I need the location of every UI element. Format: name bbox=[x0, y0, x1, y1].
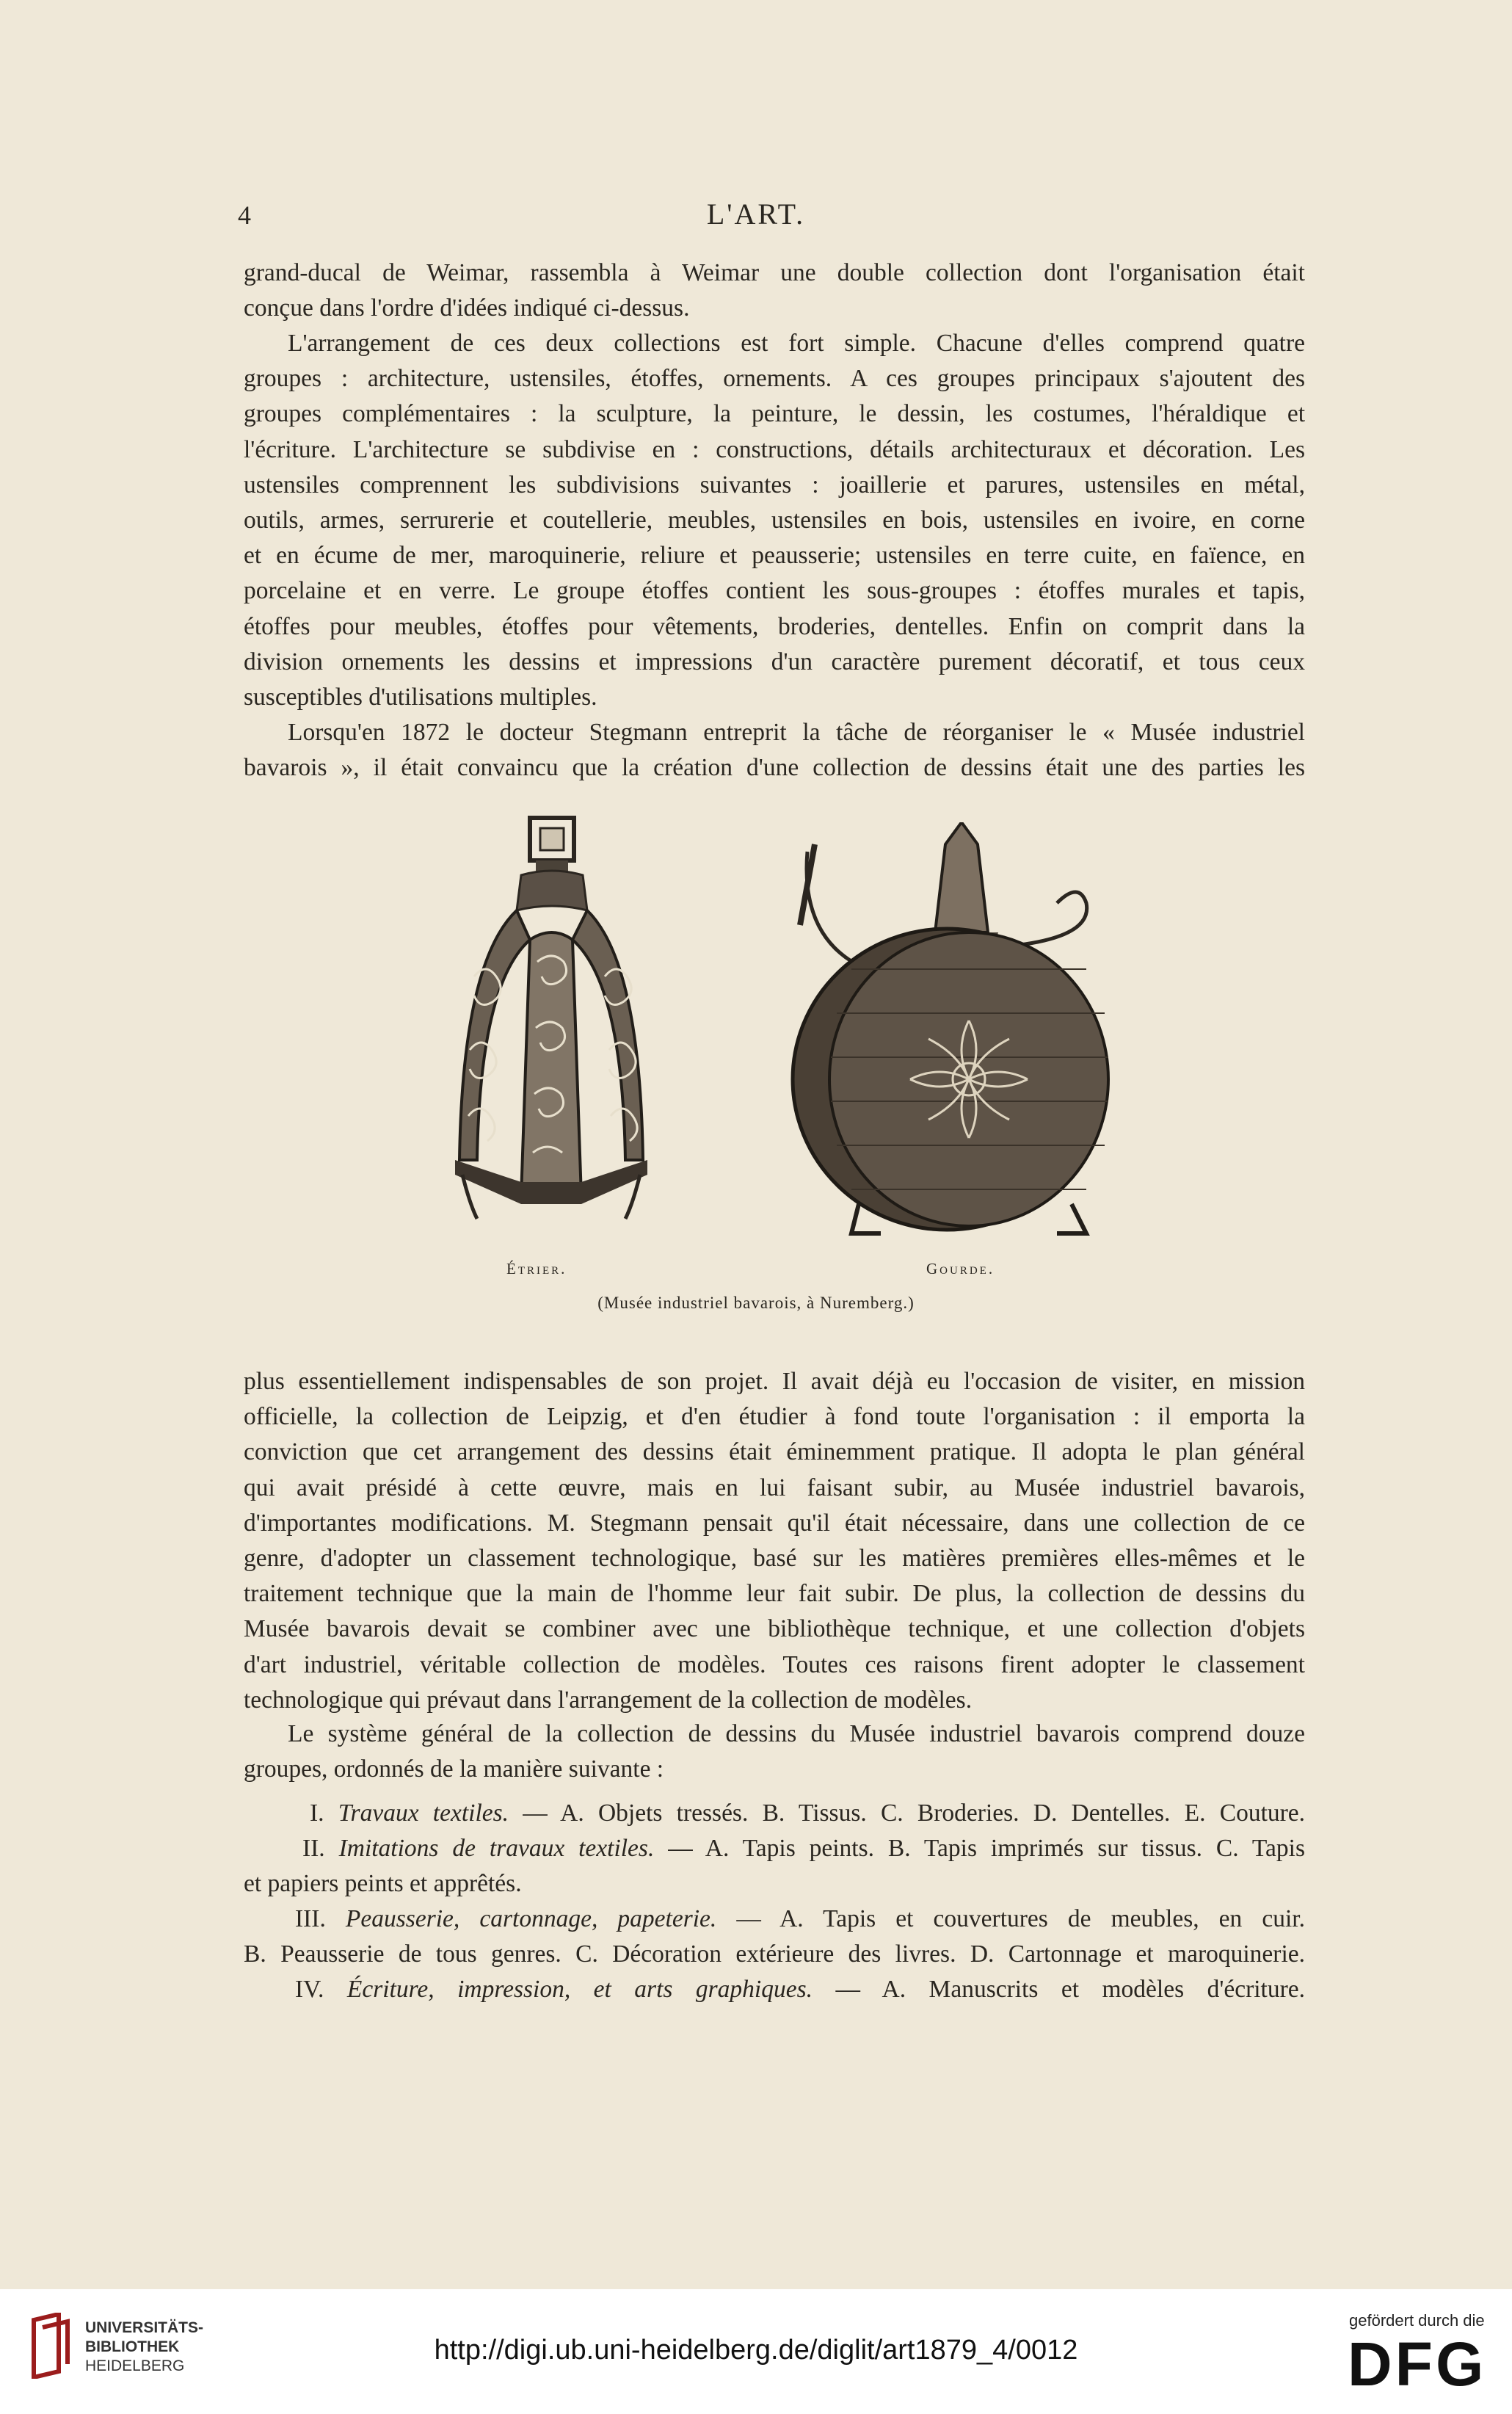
text-line: et en écume de mer, maroquinerie, reliure et peausserie; ustensiles en terre cuite, en faïence, en bbox=[244, 542, 1305, 570]
text-line: outils, armes, serrurerie et coutellerie, meubles, ustensiles en bois, ustensiles en ivoire, en corne bbox=[244, 507, 1305, 534]
list-text: — A. Manuscrits et modèles d'écriture. bbox=[835, 1976, 1306, 2003]
list-title: Peausserie, cartonnage, papeterie. bbox=[345, 1905, 717, 1932]
page-number: 4 bbox=[238, 200, 251, 230]
list-item-iv bbox=[244, 1972, 1305, 2007]
paragraph-1 bbox=[244, 255, 1305, 326]
flask-engraving bbox=[778, 822, 1160, 1248]
running-title: L'ART. bbox=[706, 197, 806, 231]
text-line: bavarois », il était convaincu que la création d'une collection de dessins était une des parties les bbox=[244, 754, 1305, 782]
text-line: Musée bavarois devait se combiner avec une bibliothèque technique, et une collection d'objets bbox=[244, 1615, 1305, 1643]
list-numeral: III. bbox=[295, 1905, 326, 1932]
stirrup-caption: Étrier. bbox=[506, 1260, 567, 1277]
stirrup-engraving bbox=[448, 815, 653, 1241]
text-line: ustensiles comprennent les subdivisions suivantes : joaillerie et parures, ustensiles en métal, bbox=[244, 471, 1305, 499]
text-line: grand-ducal de Weimar, rassembla à Weimar une double collection dont l'organisation était bbox=[244, 259, 1305, 286]
text-line: officielle, la collection de Leipzig, et d'en étudier à fond toute l'organisation : il emporta la bbox=[244, 1403, 1305, 1431]
flask-caption: Gourde. bbox=[926, 1260, 995, 1277]
text-line: groupes, ordonnés de la manière suivante : bbox=[244, 1755, 664, 1783]
list-item-iii-continued: B. Peausserie de tous genres. C. Décoration extérieure des livres. D. Cartonnage et maroquinerie. bbox=[244, 1940, 1305, 1968]
list-title: Imitations de travaux textiles. bbox=[338, 1835, 655, 1862]
list-title: Écriture, impression, et arts graphiques. bbox=[346, 1976, 813, 2003]
list-text: — A. Tapis peints. B. Tapis imprimés sur tissus. C. Tapis bbox=[668, 1835, 1306, 1862]
text-line: qui avait présidé à cette œuvre, mais en lui faisant subir, au Musée industriel bavarois, bbox=[244, 1474, 1305, 1501]
text-line: traitement technique que la main de l'homme leur fait subir. De plus, la collection de dessins du bbox=[244, 1580, 1305, 1608]
paragraph-5 bbox=[244, 1717, 1305, 1787]
text-line: conviction que cet arrangement des dessins était éminemment pratique. Il adopta le plan général bbox=[244, 1438, 1305, 1466]
list-numeral: II. bbox=[302, 1835, 325, 1862]
text-line: d'importantes modifications. M. Stegmann pensait qu'il était nécessaire, dans une collection de ce bbox=[244, 1509, 1305, 1537]
list-text: — A. Objets tressés. B. Tissus. C. Broderies. D. Dentelles. E. Couture. bbox=[523, 1799, 1306, 1827]
paragraph-2 bbox=[244, 326, 1305, 715]
paragraph-4 bbox=[244, 1364, 1305, 1718]
text-line: technologique qui prévaut dans l'arrangement de la collection de modèles. bbox=[244, 1686, 973, 1714]
list-item-iii bbox=[244, 1902, 1305, 1937]
text-line: étoffes pour meubles, étoffes pour vêtements, broderies, dentelles. Enfin on comprit dans la bbox=[244, 612, 1305, 640]
text-line: L'arrangement de ces deux collections est fort simple. Chacune d'elles comprend quatre bbox=[288, 330, 1305, 357]
text-line: l'écriture. L'architecture se subdivise en : constructions, détails architecturaux et décoration. Les bbox=[244, 435, 1305, 463]
library-line: BIBLIOTHEK bbox=[85, 2338, 180, 2355]
text-line: plus essentiellement indispensables de son projet. Il avait déjà eu l'occasion de visiter, en mission bbox=[244, 1368, 1305, 1395]
text-line: conçue dans l'ordre d'idées indiqué ci-dessus. bbox=[244, 294, 690, 322]
text-line: Lorsqu'en 1872 le docteur Stegmann entreprit la tâche de réorganiser le « Musée industriel bbox=[288, 719, 1305, 746]
text-line: porcelaine et en verre. Le groupe étoffes contient les sous-groupes : étoffes murales et tapis, bbox=[244, 577, 1305, 605]
figure-source-caption: (Musée industriel bavarois, à Nuremberg.) bbox=[597, 1294, 915, 1312]
paragraph-3 bbox=[244, 715, 1305, 786]
library-line: UNIVERSITÄTS- bbox=[85, 2319, 204, 2336]
text-line: groupes : architecture, ustensiles, étoffes, ornements. A ces groupes principaux s'ajoutent des bbox=[244, 365, 1305, 393]
library-line: HEIDELBERG bbox=[85, 2357, 185, 2374]
dfg-logo: DFG bbox=[1348, 2330, 1487, 2399]
list-item-ii bbox=[244, 1831, 1305, 1866]
text-line: groupes complémentaires : la sculpture, la peinture, le dessin, les costumes, l'héraldique et bbox=[244, 400, 1305, 428]
funding-label: gefördert durch die bbox=[1349, 2311, 1485, 2330]
list-numeral: IV. bbox=[295, 1976, 324, 2003]
list-text: — A. Tapis et couvertures de meubles, en cuir. bbox=[736, 1905, 1305, 1932]
text-line: d'art industriel, véritable collection de modèles. Toutes ces raisons firent adopter le classement bbox=[244, 1650, 1305, 1678]
text-line: Le système général de la collection de dessins du Musée industriel bavarois comprend douze bbox=[288, 1720, 1305, 1747]
list-item-ii-continued: et papiers peints et apprêtés. bbox=[244, 1870, 522, 1897]
list-numeral: I. bbox=[310, 1799, 324, 1827]
source-url[interactable]: http://digi.ub.uni-heidelberg.de/diglit/art1879_4/0012 bbox=[434, 2335, 1078, 2366]
text-line: susceptibles d'utilisations multiples. bbox=[244, 684, 597, 711]
list-item-i bbox=[244, 1796, 1305, 1831]
list-title: Travaux textiles. bbox=[338, 1799, 509, 1827]
text-line: genre, d'adopter un classement technologique, basé sur les matières premières elles-mêmes et le bbox=[244, 1545, 1305, 1573]
text-line: division ornements les dessins et impressions d'un caractère purement décoratif, et tous ceux bbox=[244, 648, 1305, 675]
